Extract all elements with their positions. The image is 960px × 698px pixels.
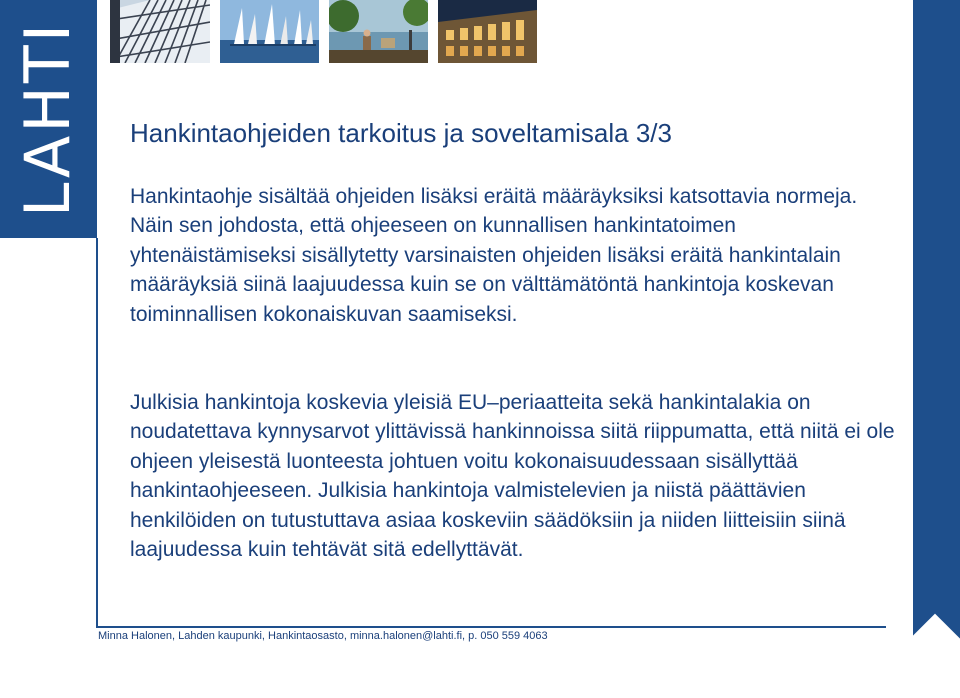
slide-title: Hankintaohjeiden tarkoitus ja soveltamisala 3/3 xyxy=(130,118,672,148)
footer-divider-line xyxy=(96,626,886,628)
body-paragraph-1: Hankintaohje sisältää ohjeiden lisäksi eräitä määräyksiksi katsottavia normeja. Näin sen johdosta, että ohjeeseen on kunnallisen hankintatoimen yhtenäistämiseksi sisällytetty varsinaisten ohjeiden lisäksi eräitä hankintalain määräyksiä siinä laajuudessa kuin se on välttämätöntä hankintoja koskevan toiminnallisen kokonaiskuvan saamiseksi. xyxy=(130,185,858,326)
lit-building-photo xyxy=(438,0,537,63)
sailboats-photo xyxy=(220,0,319,63)
logo-bar xyxy=(0,0,97,238)
body-paragraph-2: Julkisia hankintoja koskevia yleisiä EU–periaatteita sekä hankintalakia on noudatettava kynnysarvot ylittävissä hankinnoissa siitä riippumatta, että niitä ei ole ohjeen yleisestä luonteesta johtuen voitu kokonaisuudessaan sisällyttää hankintaohjeeseen. Julkisia hankintoja valmistelevien ja niistä päättävien henkilöiden on tutustuttava asiaa koskeviin säädöksiin ja niiden liitteisiin siinä laajuudessa kuin tehtävät sitä edellyttävät. xyxy=(130,391,895,562)
left-divider-line xyxy=(96,238,98,628)
lahti-logo: LAHTI xyxy=(11,20,84,218)
lakeside-people-photo xyxy=(329,0,428,63)
right-accent-bar xyxy=(913,0,960,664)
footer-contact: Minna Halonen, Lahden kaupunki, Hankintaosasto, minna.halonen@lahti.fi, p. 050 559 4063 xyxy=(98,630,548,642)
architecture-photo xyxy=(110,0,210,63)
